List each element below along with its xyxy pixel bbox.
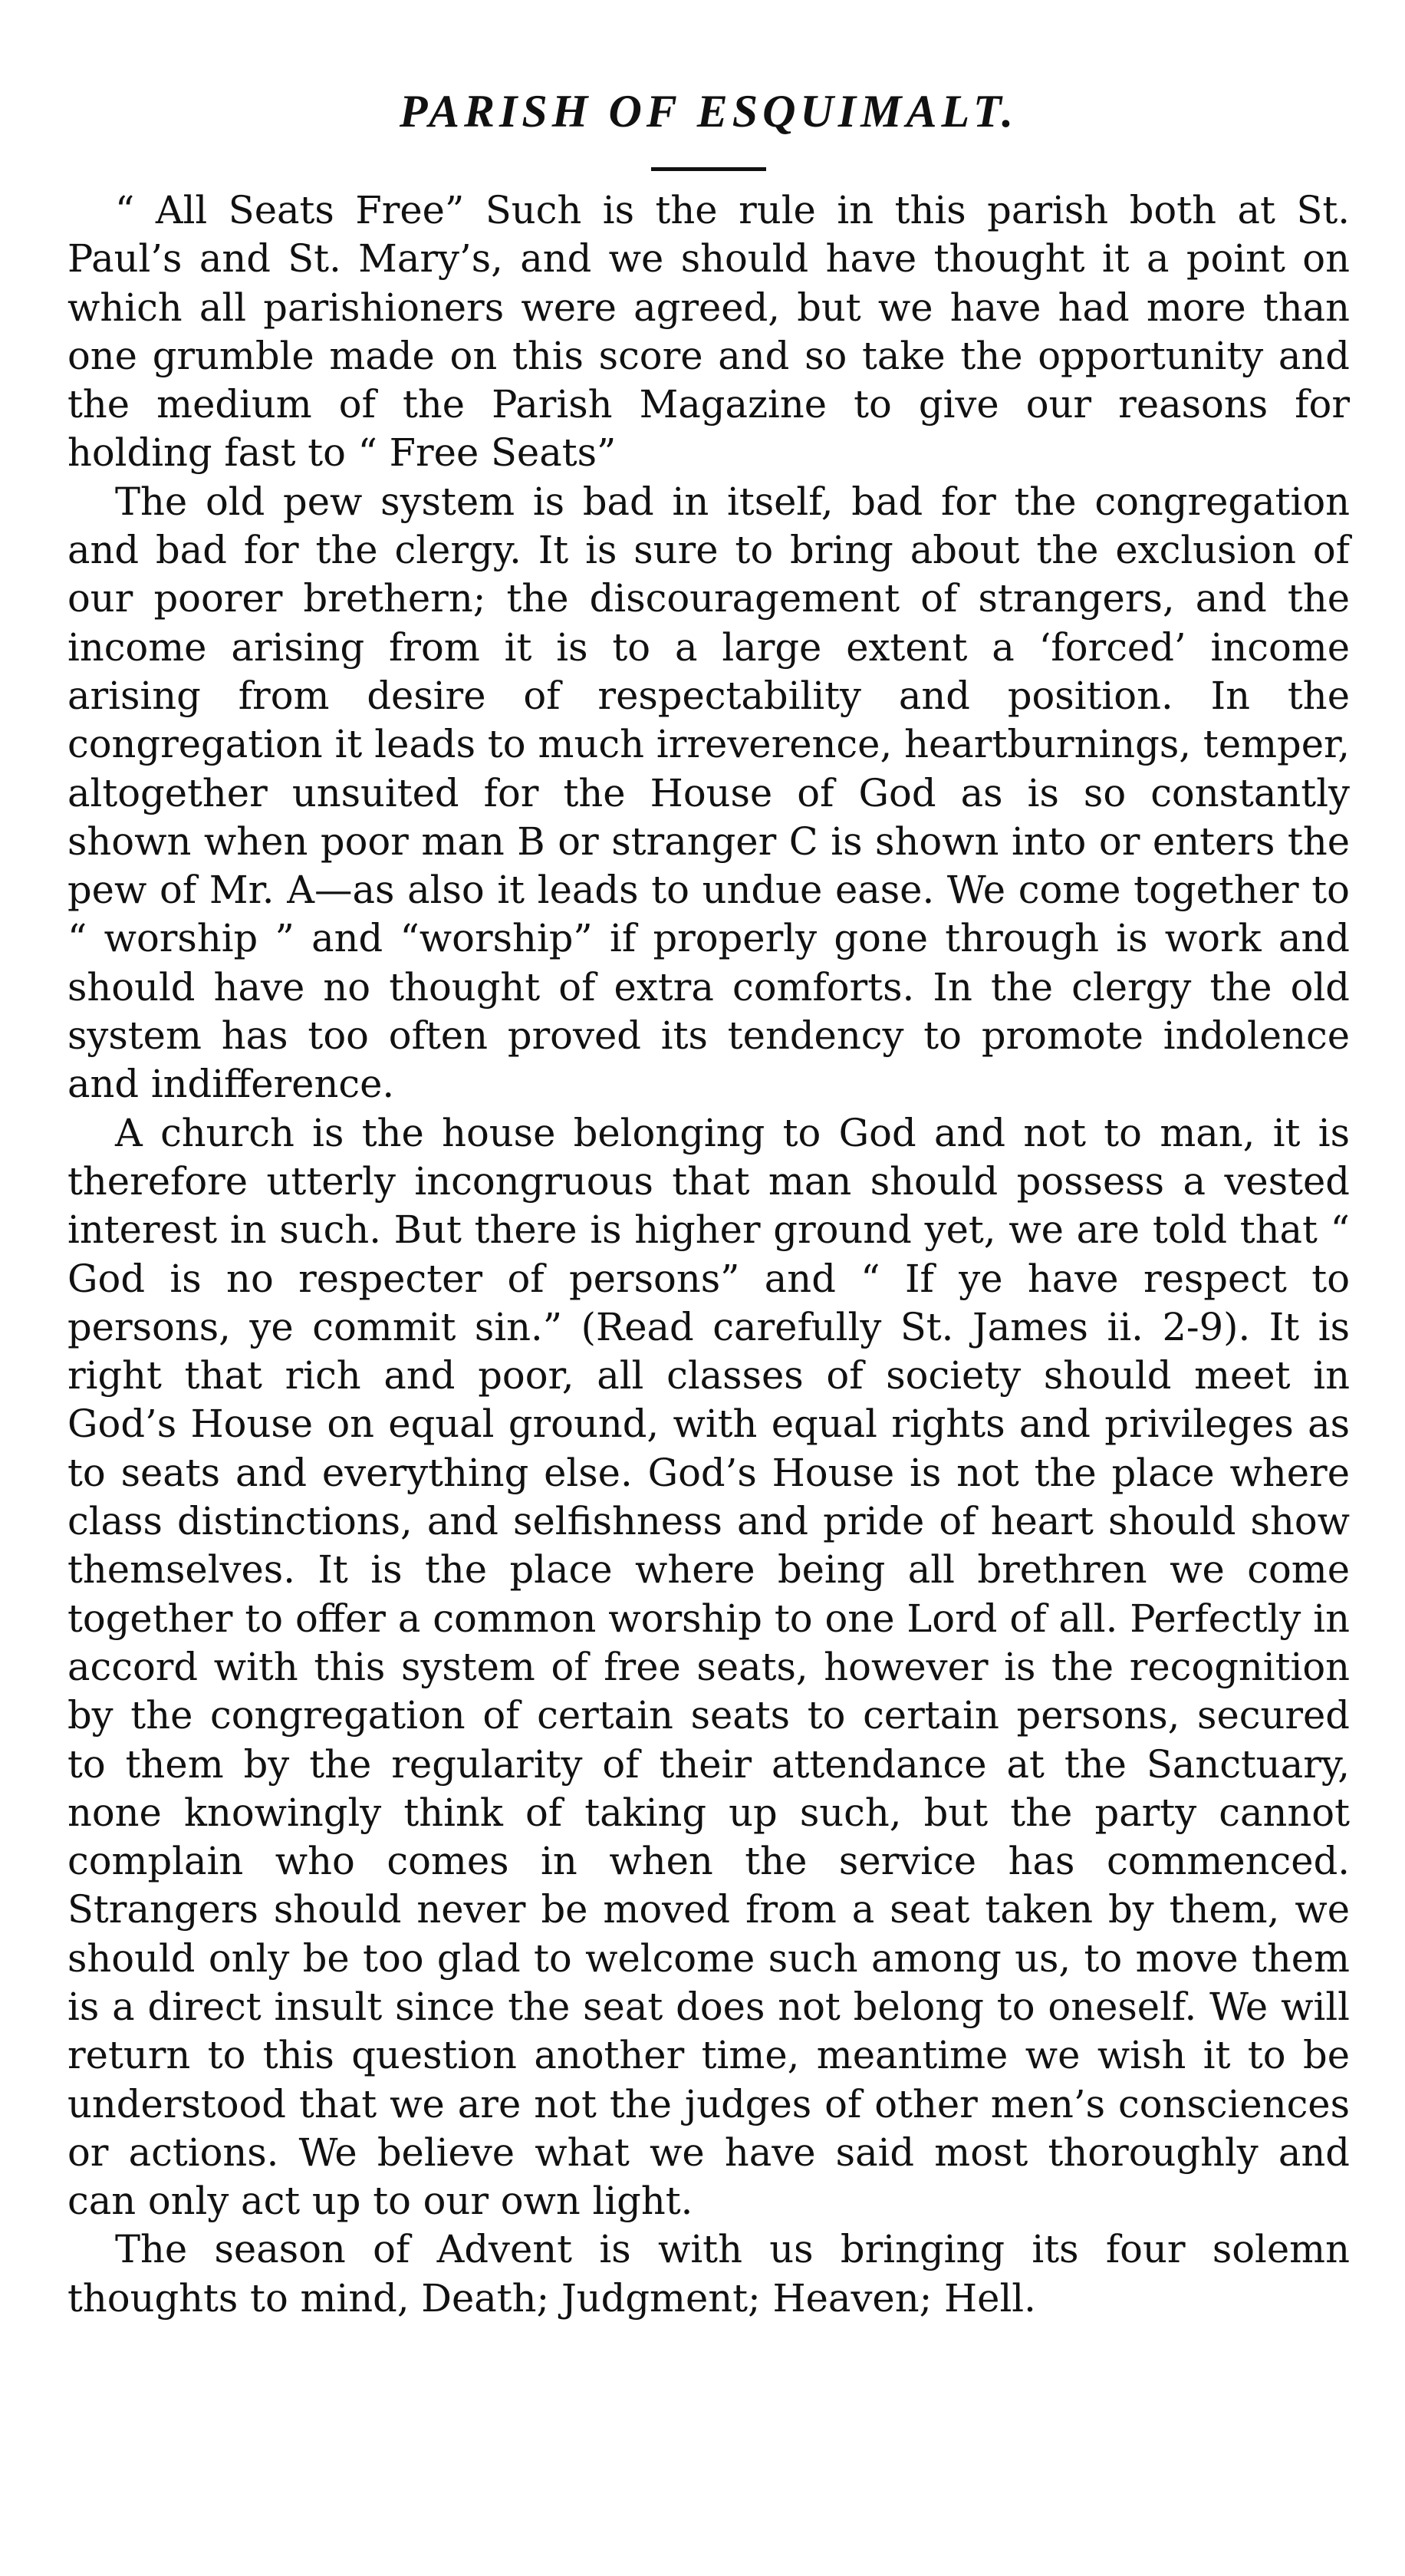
paragraph-house-of-god: A church is the house belonging to God and not to man, it is therefore utterly incongruous that man should possess a vested interest in such. But there is higher ground yet, we are told that “ God is no respecter of persons” and “ If ye have respect to persons, ye commit sin.” (Read carefully St. James ii. 2-9). It is right that rich and poor, all classes of society should meet in God’s House on equal ground, with equal rights and privileges as to seats and everything else. God’s House is not the place where class distinctions, and selfishness and pride of heart should show themselves. It is the place where being all brethren we come together to offer a common worship to one Lord of all. Perfectly in accord with this system of free seats, however is the recognition by the congregation of certain seats to certain persons, secured to them by the regularity of their attendance at the Sanctuary, none knowingly think of taking up such, but the party cannot complain who comes in when the service has commenced. Strangers should never be moved from a seat taken by them, we should only be too glad to welcome such among us, to move them is a direct insult since the seat does not belong to oneself. We will return to this question another time, meantime we wish it to be understood that we are not the judges of other men’s consciences or actions. We believe what we have said most thoroughly and can only act up to our own light. <box>67 1110 1350 2224</box>
title-divider <box>651 167 766 171</box>
magazine-page <box>67 77 1350 2323</box>
article-title: PARISH OF ESQUIMALT. <box>399 86 1018 137</box>
paragraph-advent: The season of Advent is with us bringing its four solemn thoughts to mind, Death; Judgment; Heaven; Hell. <box>67 2227 1350 2321</box>
paragraph-pew-system: The old pew system is bad in itself, bad for the congregation and bad for the clergy. It is sure to bring about the exclusion of our poorer brethern; the discouragement of strangers, and the income arising from it is to a large extent a ‘forced’ income arising from desire of respectability and position. In the congregation it leads to much irreverence, heartburnings, temper, altogether unsuited for the House of God as is so constantly shown when poor man B or stranger C is shown into or enters the pew of Mr. A—as also it leads to undue ease. We come together to “ worship ” and “worship” if properly gone through is work and should have no thought of extra comforts. In the clergy the old system has too often proved its tendency to promote indolence and indifference. <box>67 479 1350 1107</box>
article-body <box>67 186 1350 2323</box>
paragraph-free-seats: “ All Seats Free” Such is the rule in this parish both at St. Paul’s and St. Mary’s, and we should have thought it a point on which all parishioners were agreed, but we have had more than one grumble made on this score and so take the opportunity and the medium of the Parish Magazine to give our reasons for holding fast to “ Free Seats” <box>67 188 1350 476</box>
